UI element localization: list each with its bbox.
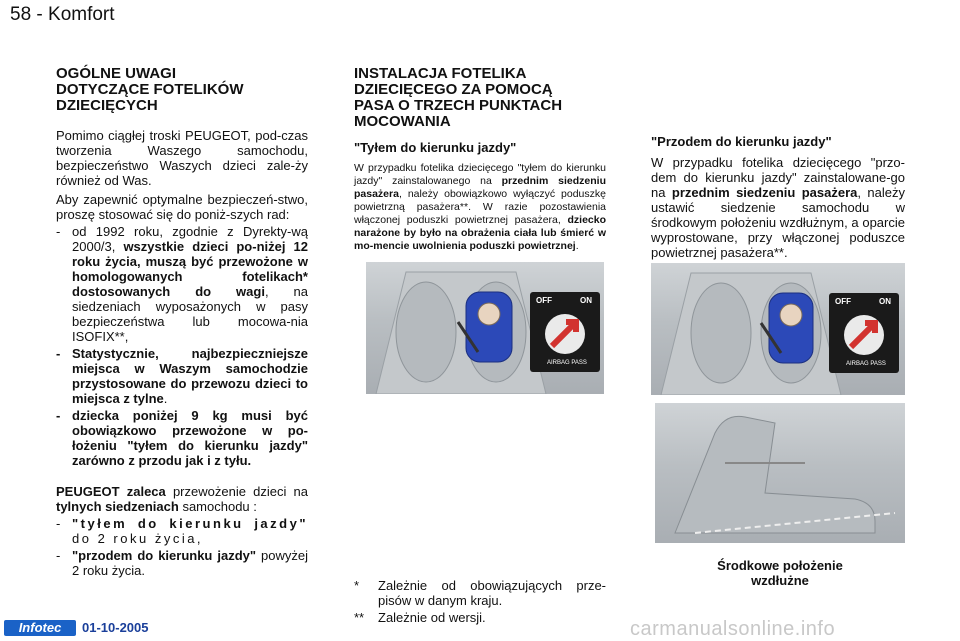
car-interior-drawing xyxy=(366,262,604,394)
advice-paragraph: Aby zapewnić optymalne bezpieczeń-stwo, proszę stosować się do poniż-szych rad: xyxy=(56,192,308,222)
airbag-off-label: OFF xyxy=(536,296,552,305)
airbag-pass-label: AIRBAG PASS xyxy=(547,360,587,366)
list-item: - dziecka poniżej 9 kg musi być obowiązkowo przewożone w po-łożeniu "tyłem do kierunku jazdy" zarówno z przodu jak i z tyłu. xyxy=(56,408,308,468)
forward-facing-seat-illustration xyxy=(651,263,905,395)
forward-facing-subheading: "Przodem do kierunku jazdy" xyxy=(651,134,832,149)
watermark: carmanualsonline.info xyxy=(630,618,836,640)
intro-paragraph: Pomimo ciągłej troski PEUGEOT, pod-czas tworzenia Waszego samochodu, bezpieczeństwo Waszych dzieci zale-ży również od Was. xyxy=(56,128,308,188)
list-item: - "tyłem do kierunku jazdy" do 2 roku życia, xyxy=(56,516,308,546)
list-item: - od 1992 roku, zgodnie z Dyrekty-wą 2000/3, wszystkie dzieci po-niżej 12 roku życia, muszą być przewożone w homologowanych fotelikach* dostosowanych do wagi, na siedzeniach wyposażonych w pasy bezpieczeństwa lub mocowa-nia ISOFIX**, xyxy=(56,224,308,344)
rear-facing-subheading: "Tyłem do kierunku jazdy" xyxy=(354,140,517,155)
list-item: - "przodem do kierunku jazdy" powyżej 2 roku życia. xyxy=(56,548,308,578)
seat-drawing xyxy=(655,403,905,543)
airbag-pass-label: AIRBAG PASS xyxy=(846,361,886,367)
forward-facing-paragraph: W przypadku fotelika dziecięcego "przo-dem do kierunku jazdy" zainstalowane-go na przednim siedzeniu pasażera, należy ustawić siedzenie samochodu w środkowym położeniu wzdłużnym, a oparcie wyprostowane, przy włączonej poduszce powietrznej pasażera**. xyxy=(651,155,905,260)
middle-heading: INSTALACJA FOTELIKA DZIECIĘCEGO ZA POMOCĄ PASA O TRZECH PUNKTACH MOCOWANIA xyxy=(354,65,563,130)
right-column xyxy=(651,134,905,260)
middle-column xyxy=(354,66,606,253)
car-interior-drawing xyxy=(651,263,905,395)
page-title: 58 - Komfort xyxy=(10,4,115,25)
left-heading: OGÓLNE UWAGI DOTYCZĄCE FOTELIKÓW DZIECIĘCYCH xyxy=(56,65,244,114)
footnote: * Zależnie od obowiązujących prze-pisów w danym kraju. xyxy=(354,578,606,608)
left-column xyxy=(56,66,308,578)
infotec-logo: Infotec xyxy=(4,620,76,636)
seat-position-illustration xyxy=(655,403,905,543)
seat-position-caption: Środkowe położenie wzdłużne xyxy=(717,558,843,588)
footnote: ** Zależnie od wersji. xyxy=(354,610,486,625)
rear-facing-seat-illustration xyxy=(366,262,604,394)
airbag-off-label: OFF xyxy=(835,297,851,306)
airbag-on-label: ON xyxy=(580,296,592,305)
footer-date: 01-10-2005 xyxy=(82,620,149,635)
recommendation-paragraph: PEUGEOT zaleca przewożenie dzieci na tylnych siedzeniach samochodu : xyxy=(56,484,308,514)
list-item: - Statystycznie, najbezpieczniejsze miejsca w Waszym samochodzie przystosowane do przewozu dzieci to miejsca z tylne. xyxy=(56,346,308,406)
footnotes xyxy=(354,576,606,625)
airbag-on-label: ON xyxy=(879,297,891,306)
rear-facing-paragraph: W przypadku fotelika dziecięcego "tyłem do kierunku jazdy" zainstalowanego na przednim siedzeniu pasażera, należy obowiązkowo wyłączyć poduszkę powietrzną pasażera**. W razie pozostawienia włączonej poduszki powietrznej pasażera, dziecko narażone by było na obrażenia ciała lub śmierć w mo-mencie uwolnienia poduszki powietrznej. xyxy=(354,162,606,252)
